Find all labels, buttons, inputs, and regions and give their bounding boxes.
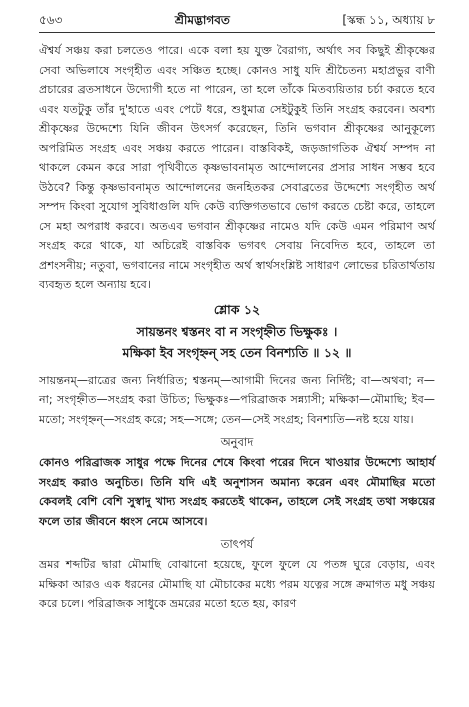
synonyms-paragraph: সায়ন্তনম্—রাত্রের জন্য নির্ধারিত; শ্বস্তনম্—আগামী দিনের জন্য নির্দিষ্ট; বা—অথবা; ন—না; সংগৃহ্নীত—সংগ্রহ করা উচিত; ভিক্ষুকঃ—পরিব্রাজক সন্ন্যাসী; মক্ষিকা—মৌমাছি; ইব—মতো; সংগৃহ্নন্—সংগ্রহ করে; সহ—সঙ্গে; তেন—সেই সংগ্রহ; বিনশ্যতি—নষ্ট হয়ে যায়।: [39, 373, 435, 426]
verse-line-1: সায়ন্তনং শ্বস্তনং বা ন সংগৃহ্নীত ভিক্ষুকঃ ।: [136, 323, 338, 339]
verse-heading: শ্লোক ১২: [213, 301, 261, 317]
canto-chapter-location: [স্কন্ধ ১১, অধ্যায় ৮: [342, 13, 435, 27]
verse-line-2: মক্ষিকা ইব সংগৃহ্নন্ সহ তেন বিনশ্যতি ॥ ১২ ॥: [122, 344, 352, 360]
purport-heading: তাৎপর্য: [220, 537, 254, 551]
translation-paragraph: কোনও পরিব্রাজক সাধুর পক্ষে দিনের শেষে কিংবা পরের দিনে খাওয়ার উদ্দেশ্যে আহার্য সংগ্রহ করাও অনুচিত। তিনি যদি এই অনুশাসন অমান্য করেন এবং মৌমাছির মতো কেবলই বেশি বেশি সুস্বাদু খাদ্য সংগ্রহ করতেই থাকেন, তাহলে সেই সংগ্রহ তথা সঞ্চয়ের ফলে তার জীবনে ধ্বংস নেমে আসবে।: [39, 456, 435, 528]
translation-heading: অনুবাদ: [220, 435, 254, 449]
previous-purport-paragraph: ঐশ্বর্য সঞ্চয় করা চলতেও পারে। একে বলা হয় যুক্ত বৈরাগ্য, অর্থাৎ সব কিছুই শ্রীকৃষ্ণের সেবা অভিলাষে সংগৃহীত এবং সঞ্চিত হচ্ছে। কোনও সাধু যদি শ্রীচৈতন্য মহাপ্রভুর বাণী প্রচারের ব্রতসাধনে উদ্যোগী হতে না পারেন, তা হলে তাঁকে মিতব্যয়িতার চর্চা করতে হবে এবং যতটুকু তাঁর দু'হাতে এবং পেটে ধরে, শুধুমাত্র সেইটুকুই তিনি সংগ্রহ করবেন। অবশ্য শ্রীকৃষ্ণের উদ্দেশ্যে যিনি জীবন উৎসর্গ করেছেন, তিনি ভগবান শ্রীকৃষ্ণের আনুকূল্যে অপরিমিত সংগ্রহ এবং সঞ্চয় করতে পারেন। বাস্তবিকই, জড়জাগতিক ঐশ্বর্য সম্পদ না থাকলে কেমন করে সারা পৃথিবীতে কৃষ্ণভাবনামৃত আন্দোলনের প্রসার সাধন সম্ভব হবে উঠবে? কিন্তু কৃষ্ণভাবনামৃত আন্দোলনের জনহিতকর সেবাব্রতের উদ্দেশ্যে সংগৃহীত অর্থ সম্পদ কিংবা সুযোগ সুবিধাগুলি যদি কেউ ব্যক্তিগতভাবে ভোগ করতে চেষ্টা করে, তাহলে সে মহা অপরাধ করবে। অতএব ভগবান শ্রীকৃষ্ণের নামেও যদি কেউ এমন পরিমাণ অর্থ সংগ্রহ করে থাকে, যা অচিরেই বাস্তবিক ভগবৎ সেবায় নিবেদিত হবে, তাহলে তা প্রশংসনীয়; নতুবা, ভগবানের নামে সংগৃহীত অর্থ স্বার্থসংশ্লিষ্ট সাধারণ লোভের চরিতার্থতায় ব্যবহৃত হলে অন্যায় হবে।: [39, 44, 435, 291]
purport-paragraph: ভ্রমর শব্দটির দ্বারা মৌমাছি বোঝানো হয়েছে, ফুলে ফুলে যে পতঙ্গ ঘুরে বেড়ায়, এবং মক্ষিকা আরও এক ধরনের মৌমাছি যা মৌচাকের মধ্যে পরম যত্নের সঙ্গে ক্রমাগত মধু সঞ্চয় করে চলে। পরিব্রাজক সাধুকে ভ্রমরের মতো হতে হয়, কারণ: [39, 558, 435, 610]
book-title: শ্রীমদ্ভাগবত: [174, 13, 230, 27]
page-number: ৫৬৩: [39, 13, 63, 27]
page-header: [39, 12, 435, 33]
